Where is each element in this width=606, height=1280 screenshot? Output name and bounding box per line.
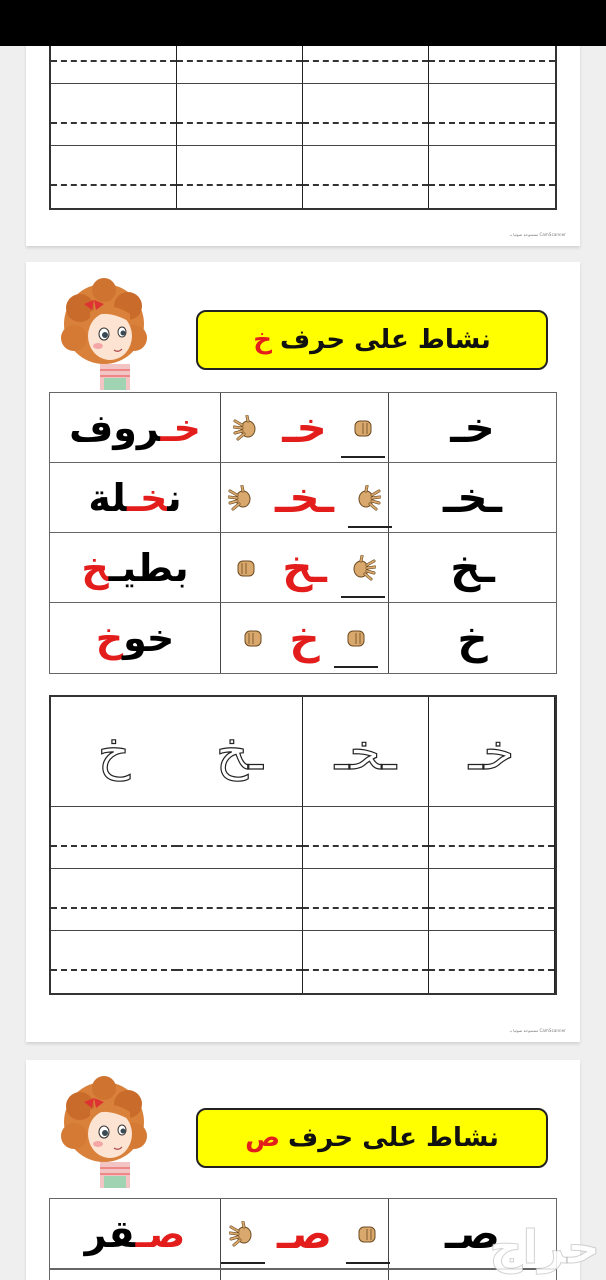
letter-form: صـ [445, 1209, 500, 1258]
tracing-grid [49, 695, 557, 995]
writing-cell [303, 84, 429, 146]
writing-cell [177, 146, 303, 208]
letter-forms-table [49, 1198, 557, 1280]
writing-cell [303, 807, 429, 869]
dotted-letter-isolated: خ [97, 722, 131, 781]
form-cell [388, 393, 556, 462]
table-row [50, 533, 556, 603]
writing-cell [429, 84, 555, 146]
section-title [196, 310, 548, 370]
table-row [50, 463, 556, 533]
red-letter-form: ـخ [282, 543, 327, 592]
connection-cell [220, 1199, 388, 1268]
connection-cell [220, 463, 388, 532]
dotted-letter-final: ـخ [216, 722, 263, 781]
dotted-letter-medial: ـخـ [334, 722, 397, 781]
table-row [50, 393, 556, 463]
word-rest: قر [84, 1211, 136, 1256]
status-bar [0, 0, 606, 46]
writing-cell [177, 869, 303, 931]
fist-icon [354, 1221, 380, 1247]
red-letter-form: صـ [277, 1209, 332, 1258]
table-row [50, 1269, 556, 1280]
section-title [196, 1108, 548, 1168]
girl-illustration-icon [60, 1076, 150, 1188]
red-letter-form: خـ [282, 403, 327, 452]
open-hand-icon [355, 485, 381, 511]
word-rest: روف [69, 405, 161, 450]
connection-cell [220, 603, 388, 673]
letter-forms-table [49, 392, 557, 674]
form-cell [388, 463, 556, 532]
fist-icon [343, 625, 369, 651]
writing-cell [303, 146, 429, 208]
fist-icon [233, 555, 259, 581]
writing-cell [303, 931, 429, 993]
word-cell [50, 1270, 220, 1280]
writing-practice-grid [49, 20, 557, 210]
word-letter-highlight: خ [81, 545, 109, 590]
writing-cell [177, 931, 303, 993]
dotted-letter-initial: خـ [468, 722, 515, 781]
word-letter-highlight: خـ [126, 475, 168, 520]
title-prefix: نشاط على حرف [279, 325, 491, 355]
writing-cell [303, 869, 429, 931]
scanner-watermark: ممسوحة ضوئيا بـ CamScanner [509, 232, 566, 237]
form-cell [388, 533, 556, 602]
table-row [50, 1199, 556, 1269]
fist-icon [240, 625, 266, 651]
red-letter-form: ـخـ [275, 473, 334, 522]
scanner-watermark: ممسوحة ضوئيا بـ CamScanner [509, 1028, 566, 1033]
letter-form: خ [457, 613, 488, 663]
red-letter-form: خ [289, 613, 320, 663]
title-prefix: نشاط على حرف [288, 1123, 499, 1153]
word-cell [50, 1199, 220, 1268]
title-letter: ص [245, 1123, 281, 1153]
trace-cell [429, 697, 555, 807]
trace-cell [177, 697, 303, 807]
writing-cell [177, 807, 303, 869]
word-letter-highlight: خ [95, 616, 124, 660]
table-row [50, 603, 556, 673]
writing-cell [51, 869, 177, 931]
word-rest: بطيـ [108, 545, 189, 590]
fist-icon [350, 415, 376, 441]
writing-cell [429, 807, 555, 869]
connection-cell [220, 393, 388, 462]
title-letter: خ [253, 325, 272, 355]
word-rest: ن [167, 475, 182, 520]
letter-form: ـخـ [443, 473, 502, 522]
connection-cell [220, 1270, 388, 1280]
writing-cell [51, 931, 177, 993]
letter-form: خـ [450, 403, 495, 452]
open-hand-icon [350, 555, 376, 581]
trace-cell [51, 697, 177, 807]
open-hand-icon [229, 1221, 255, 1247]
writing-cell [429, 931, 555, 993]
word-rest: خو [123, 616, 175, 660]
word-letter-highlight: خـ [160, 405, 201, 450]
writing-cell [51, 84, 177, 146]
word-cell [50, 463, 220, 532]
worksheet-page-kha [26, 262, 580, 1042]
word-cell [50, 533, 220, 602]
word-letter-highlight: صـ [135, 1211, 186, 1256]
writing-cell [177, 84, 303, 146]
open-hand-icon [228, 485, 254, 511]
word-cell [50, 603, 220, 673]
writing-cell [51, 146, 177, 208]
word-cell [50, 393, 220, 462]
writing-cell [429, 869, 555, 931]
writing-cell [429, 146, 555, 208]
trace-cell [303, 697, 429, 807]
word-rest: لة [88, 475, 127, 520]
form-cell [388, 603, 556, 673]
girl-illustration-icon [60, 278, 150, 390]
letter-form: ـخ [450, 543, 495, 592]
writing-cell [51, 807, 177, 869]
haraj-logo-watermark: حراج [489, 1220, 600, 1274]
open-hand-icon [233, 415, 259, 441]
connection-cell [220, 533, 388, 602]
